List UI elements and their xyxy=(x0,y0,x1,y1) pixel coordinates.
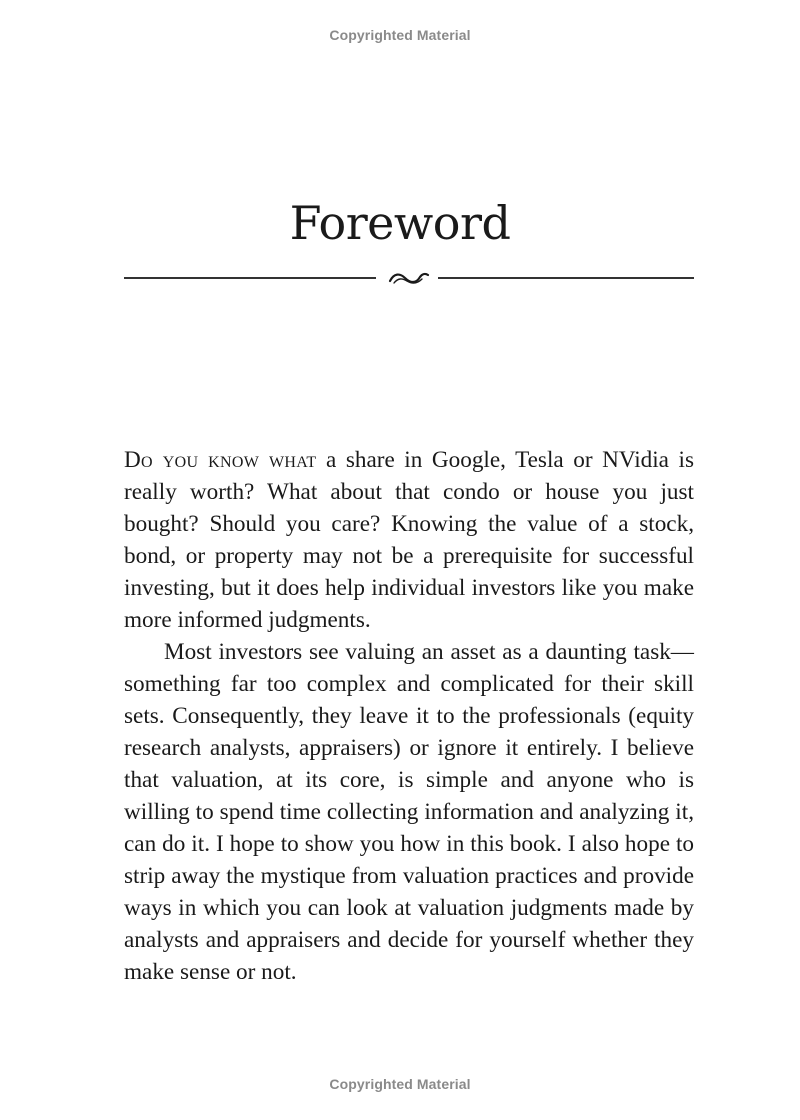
rule-line-right xyxy=(438,277,694,279)
chapter-title: Foreword xyxy=(289,196,511,250)
title-ornament-rule xyxy=(124,266,694,290)
paragraph-1-text: a share in Google, Tesla or NVidia is really worth? What about that condo or house you just bought? Should you care? Knowing the value of a stock, bond, or property may not be a prerequisite for successful investing, but it does help individual investors like you make more informed judgments. xyxy=(124,447,694,633)
copyright-watermark-top: Copyrighted Material xyxy=(329,27,471,43)
paragraph-1 xyxy=(124,444,694,636)
rule-line-left xyxy=(124,277,376,279)
foreword-body xyxy=(124,444,694,988)
copyright-watermark-bottom: Copyrighted Material xyxy=(329,1076,471,1092)
swash-ornament-icon xyxy=(386,267,432,289)
lead-in-smallcaps: Do you know what xyxy=(124,447,317,473)
paragraph-2: Most investors see valuing an asset as a daunting task—something far too complex and complicated for their skill sets. Consequently, they leave it to the professionals (equity research analysts, appraisers) or ignore it entirely. I believe that valuation, at its core, is simple and anyone who is willing to spend time collecting information and analyzing it, can do it. I hope to show you how in this book. I also hope to strip away the mystique from valuation practices and provide ways in which you can look at valuation judgments made by analysts and appraisers and decide for yourself whether they make sense or not. xyxy=(124,639,694,985)
